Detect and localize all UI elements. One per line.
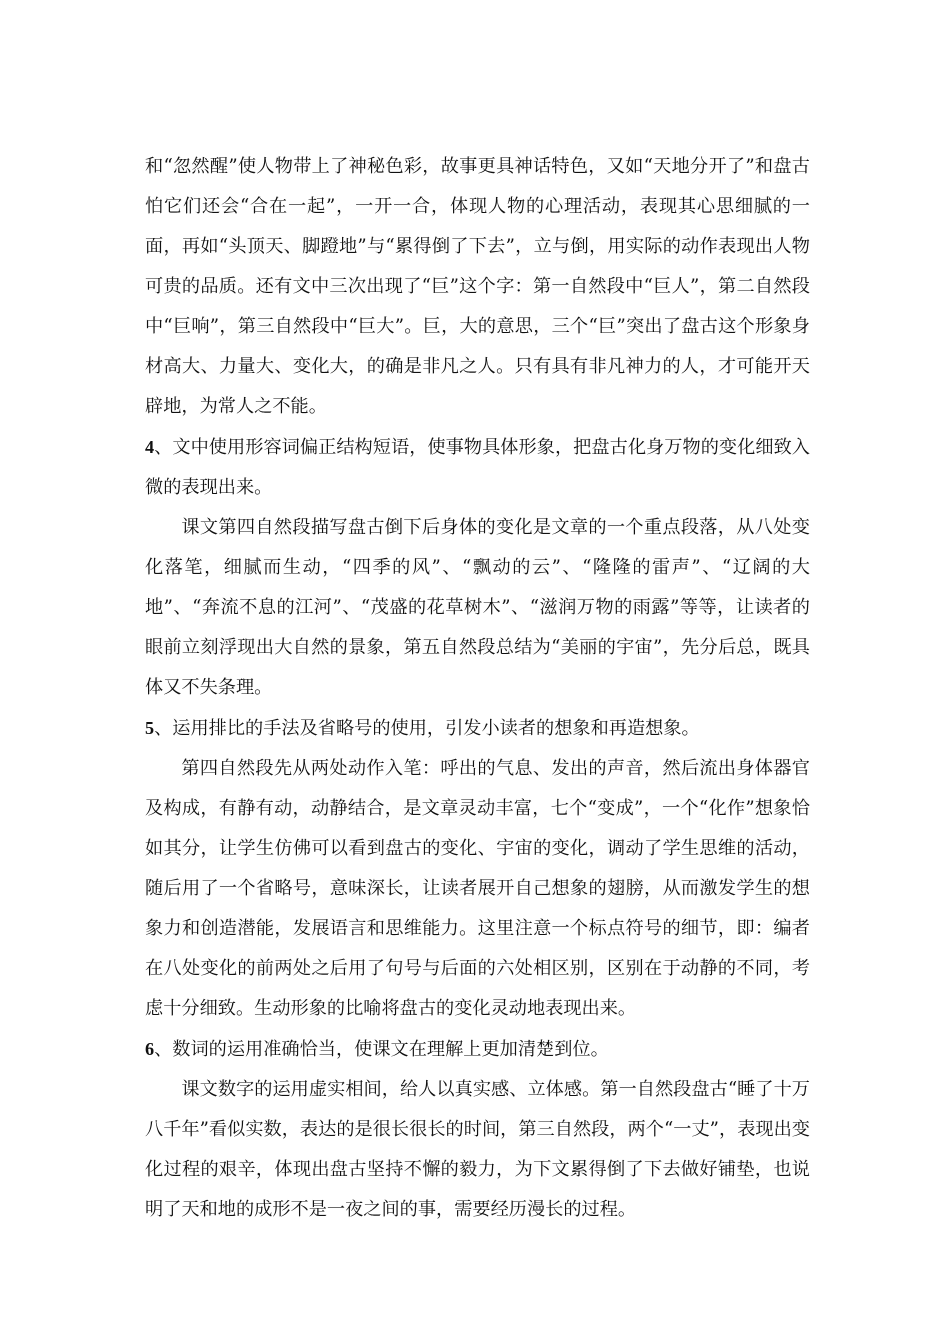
- section-heading-4: [145, 427, 810, 508]
- heading-text: 、数词的运用准确恰当，使课文在理解上更加清楚到位。: [154, 1039, 609, 1060]
- heading-number: 6: [145, 1039, 155, 1059]
- paragraph-continuation: 和“忽然醒”使人物带上了神秘色彩，故事更具神话特色，又如“天地分开了”和盘古怕它们还会“合在一起”，一开一合，体现人物的心理活动，表现其心思细腻的一面，再如“头顶天、脚蹬地”与“累得倒了下去”，立与倒，用实际的动作表现出人物可贵的品质。还有文中三次出现了“巨”这个字：第一自然段中“巨人”，第二自然段中“巨响”，第三自然段中“巨大”。巨，大的意思，三个“巨”突出了盘古这个形象身材高大、力量大、变化大，的确是非凡之人。只有具有非凡神力的人，才可能开天辟地，为常人之不能。: [145, 156, 810, 417]
- paragraph-section-6: 课文数字的运用虚实相间，给人以真实感、立体感。第一自然段盘古“睡了十万八千年”看似实数，表达的是很长很长的时间，第三自然段，两个“一丈”，表现出变化过程的艰辛，体现出盘古坚持不懈的毅力，为下文累得倒了下去做好铺垫，也说明了天和地的成形不是一夜之间的事，需要经历漫长的过程。: [145, 1079, 810, 1220]
- heading-number: 5: [145, 718, 155, 738]
- heading-text: 、运用排比的手法及省略号的使用，引发小读者的想象和再造想象。: [154, 718, 700, 739]
- paragraph-section-5: 第四自然段先从两处动作入笔：呼出的气息、发出的声音，然后流出身体器官及构成，有静有动，动静结合，是文章灵动丰富，七个“变成”，一个“化作”想象恰如其分，让学生仿佛可以看到盘古的变化、宇宙的变化，调动了学生思维的活动，随后用了一个省略号，意味深长，让读者展开自己想象的翅膀，从而激发学生的想象力和创造潜能，发展语言和思维能力。这里注意一个标点符号的细节，即：编者在八处变化的前两处之后用了句号与后面的六处相区别，区别在于动静的不同，考虑十分细致。生动形象的比喻将盘古的变化灵动地表现出来。: [145, 758, 810, 1019]
- heading-number: 4: [145, 437, 155, 457]
- document-body: [145, 147, 810, 1230]
- paragraph-section-4: 课文第四自然段描写盘古倒下后身体的变化是文章的一个重点段落，从八处变化落笔，细腻而生动，“四季的风”、“飘动的云”、“隆隆的雷声”、“辽阔的大地”、“奔流不息的江河”、“茂盛的花草树木”、“滋润万物的雨露”等等，让读者的眼前立刻浮现出大自然的景象，第五自然段总结为“美丽的宇宙”，先分后总，既具体又不失条理。: [145, 517, 810, 698]
- section-heading-5: [145, 708, 810, 749]
- section-heading-6: [145, 1029, 810, 1070]
- heading-text: 、文中使用形容词偏正结构短语，使事物具体形象，把盘古化身万物的变化细致入微的表现出来。: [145, 437, 810, 498]
